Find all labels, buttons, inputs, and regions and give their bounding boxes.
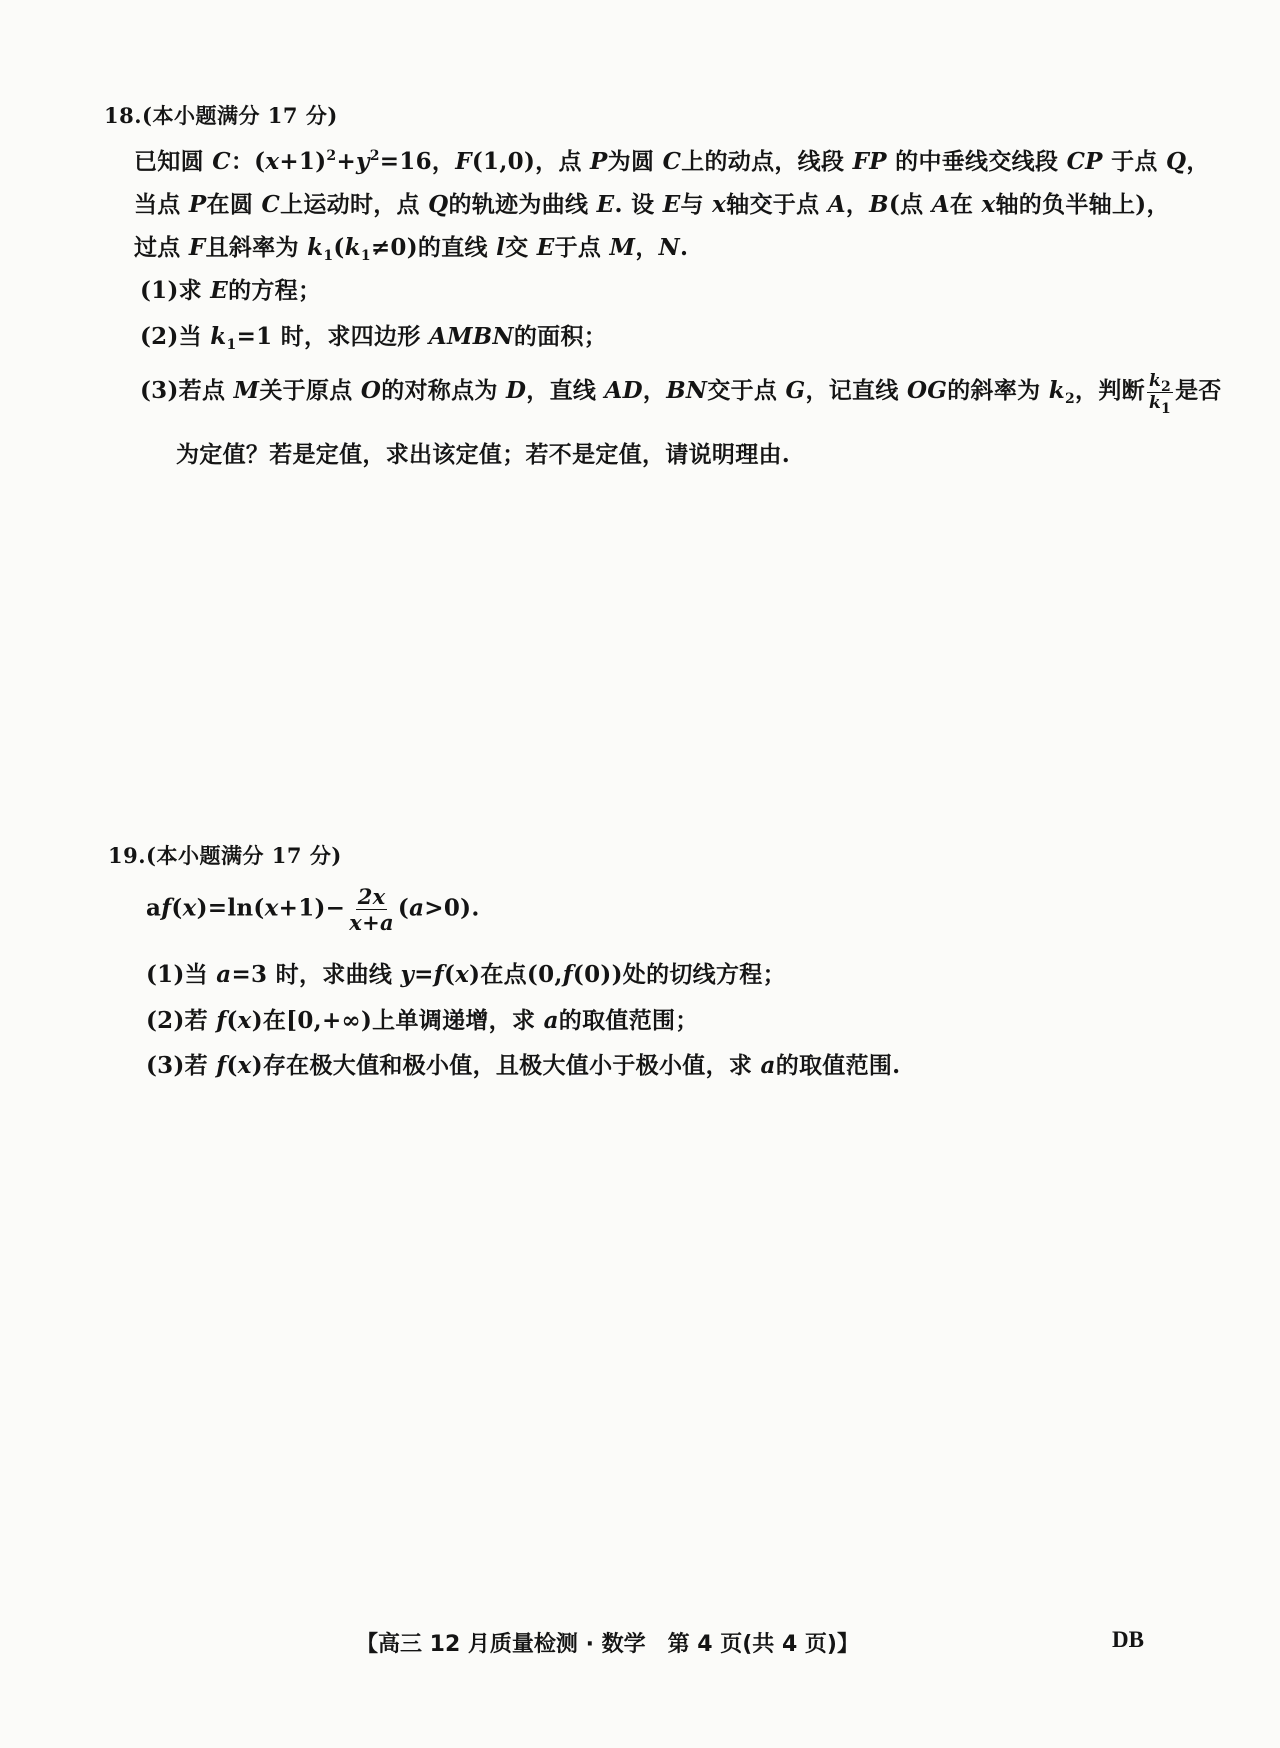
ratio-fraction: $\frac{k_2}{k_1}$	[1148, 370, 1172, 417]
q18-stem-line-3: 过点 F且斜率为 $k_1(k_1\ne 0)$的直线 l交 E于点 M，N.	[134, 234, 689, 264]
q19-stem: af(x)=ln(x+1)− $\frac{2x}{x+a}$ (a>0).	[146, 884, 480, 935]
q19-part-2: (2)若 f(x)在[0,+∞)上单调递增，求 a的取值范围；	[146, 1007, 699, 1034]
exam-code: DB	[1112, 1627, 1144, 1652]
q19-part-1: (1)当 a=3 时，求曲线 y=f(x)在点(0,f(0))处的切线方程；	[146, 961, 786, 988]
function-fraction: $\frac{2x}{x+a}$	[349, 884, 394, 935]
page-footer: 【高三 12 月质量检测 · 数学 第 4 页(共 4 页)】	[356, 1632, 859, 1657]
q18-header: 18.(本小题满分 17 分)	[104, 103, 338, 128]
q18-part-3: (3)若点 M关于原点 O的对称点为 D，直线 AD，BN交于点 G，记直线 OG的斜率为 $k_2$，判断 $\frac{k_2}{k_1}$ 是否	[140, 370, 1222, 417]
q19-header: 19.(本小题满分 17 分)	[108, 843, 342, 868]
q18-part-1: (1)求 E的方程；	[140, 277, 322, 304]
q18-stem-line-1: 已知圆 C：$(x+1)^2+y^2=16$，F(1,0)，点 P为圆 C上的动点，线段 FP 的中垂线交线段 CP 于点 Q，	[134, 148, 1210, 175]
q18-part-2: (2)当 $k_1=1$ 时，求四边形 AMBN的面积；	[140, 323, 608, 353]
q19-part-3: (3)若 f(x)存在极大值和极小值，且极大值小于极小值，求 a的取值范围.	[146, 1052, 901, 1079]
q18-part-3-cont: 为定值？若是定值，求出该定值；若不是定值，请说明理由.	[176, 441, 791, 468]
q18-stem-line-2: 当点 P在圆 C上运动时，点 Q的轨迹为曲线 E. 设 E与 x轴交于点 A，B(点 A在 x轴的负半轴上)，	[134, 191, 1170, 218]
